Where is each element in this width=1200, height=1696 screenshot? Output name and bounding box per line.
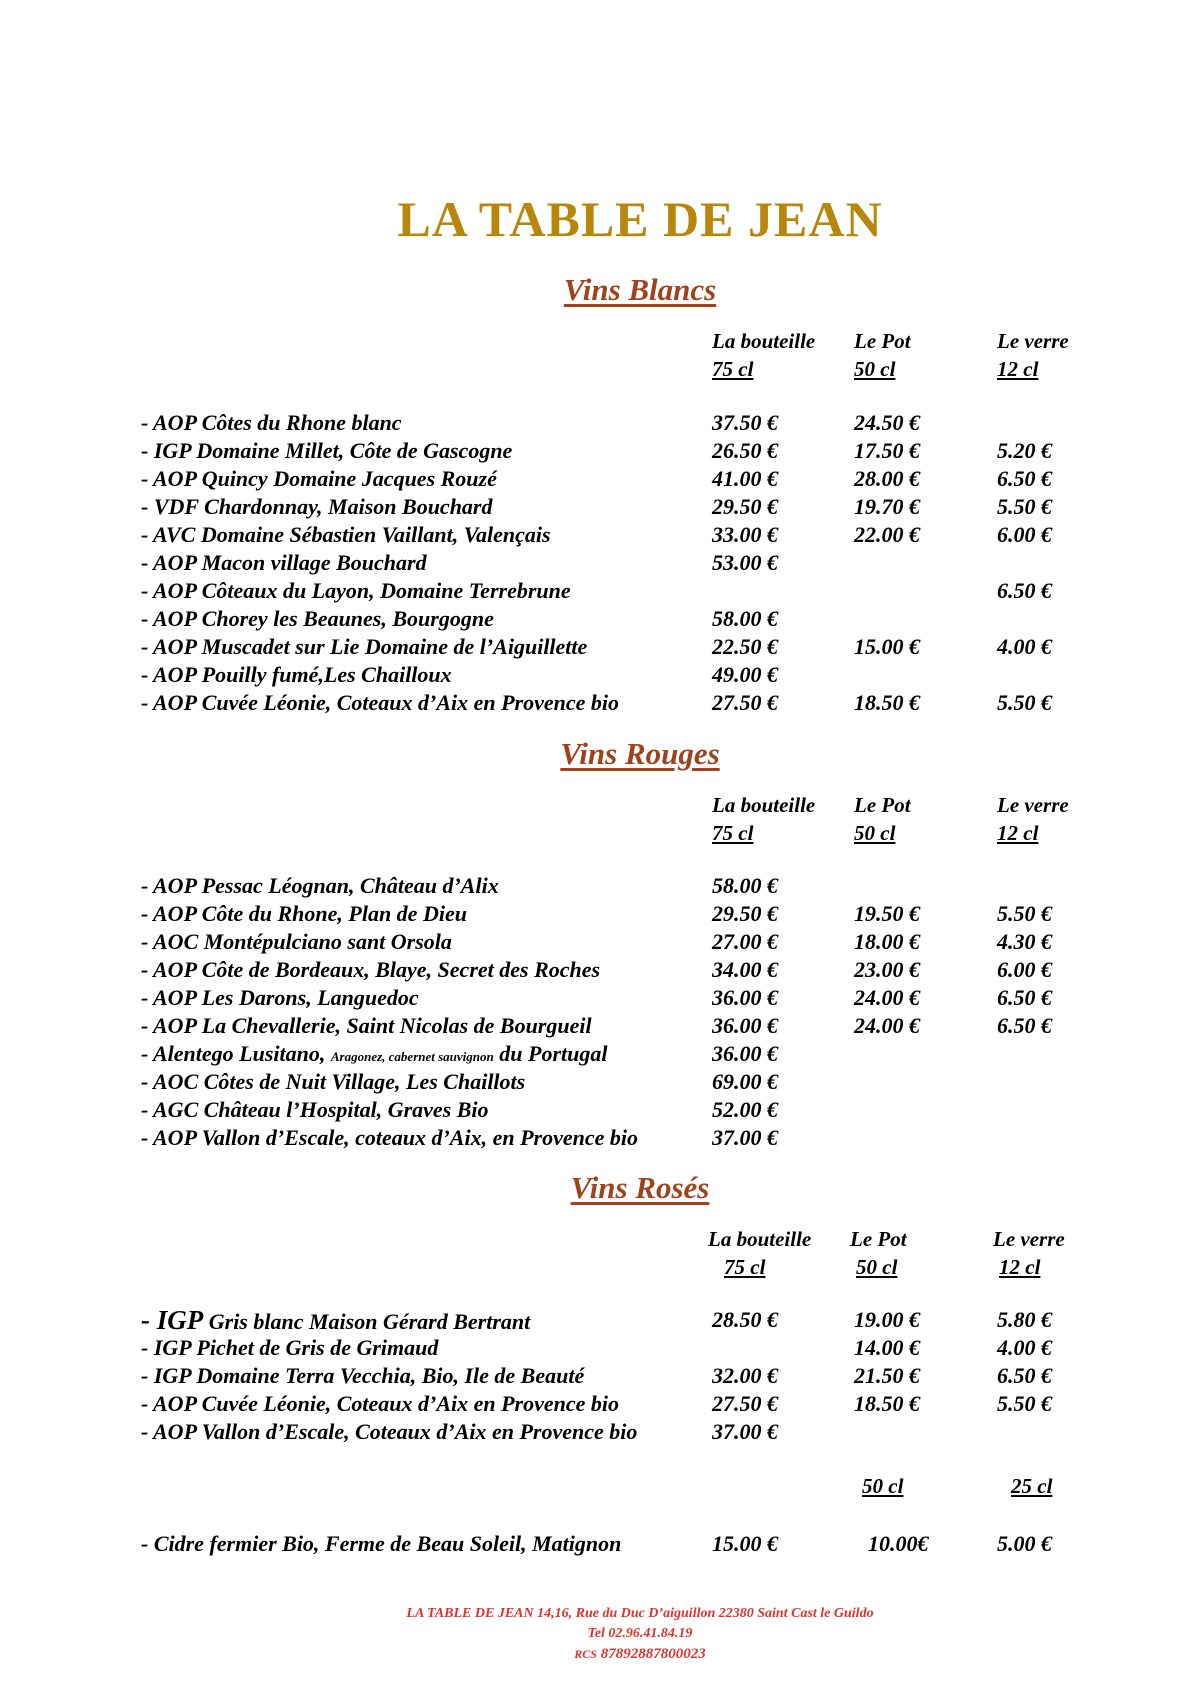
- wine-name: - AOP Côte du Rhone, Plan de Dieu: [141, 901, 467, 926]
- header-bouteille-size: 75 cl: [712, 357, 754, 381]
- price-pot: 19.50 €: [854, 901, 920, 926]
- cidre-size-25: 25 cl: [1011, 1474, 1053, 1498]
- price-bouteille: 34.00 €: [712, 957, 778, 982]
- wine-row: [0, 1012, 1200, 1040]
- wine-name: - AOP Cuvée Léonie, Coteaux d’Aix en Provence bio: [141, 690, 620, 715]
- header-verre-label: Le verre: [993, 1227, 1065, 1251]
- footer-phone: Tel 02.96.41.84.19: [587, 1626, 693, 1641]
- header-bouteille-label: La bouteille: [708, 1227, 812, 1251]
- wine-name: - VDF Chardonnay, Maison Bouchard: [141, 494, 493, 519]
- header-bouteille: [712, 327, 815, 383]
- wine-name: - IGP Domaine Terra Vecchia, Bio, Ile de Beauté: [141, 1363, 585, 1388]
- wine-row: [0, 1040, 1200, 1068]
- price-bouteille: 37.50 €: [712, 410, 778, 435]
- header-verre-label: Le verre: [997, 793, 1069, 817]
- price-verre: 6.50 €: [997, 985, 1052, 1010]
- price-verre: 4.30 €: [997, 929, 1052, 954]
- wine-row: [0, 928, 1200, 956]
- price-bouteille: 49.00 €: [712, 662, 778, 687]
- price-pot: 18.50 €: [854, 690, 920, 715]
- price-bouteille: 52.00 €: [712, 1097, 778, 1122]
- wine-row: [0, 1390, 1200, 1418]
- header-bouteille: [708, 1225, 811, 1281]
- wine-name: - AOP Chorey les Beaunes, Bourgogne: [141, 606, 494, 631]
- price-bouteille: 22.50 €: [712, 634, 778, 659]
- wine-row: [0, 605, 1200, 633]
- wine-name: - AOC Côtes de Nuit Village, Les Chaillots: [141, 1069, 526, 1094]
- wine-name: - IGP Pichet de Gris de Grimaud: [141, 1335, 439, 1360]
- wine-name: - AOP Côte de Bordeaux, Blaye, Secret des Roches: [141, 957, 601, 982]
- cidre-row: [0, 1530, 1200, 1558]
- price-pot: 18.50 €: [854, 1391, 920, 1416]
- header-bouteille-size: 75 cl: [712, 821, 754, 845]
- price-bouteille: 69.00 €: [712, 1069, 778, 1094]
- price-verre: 6.50 €: [997, 578, 1052, 603]
- wine-row: [0, 1096, 1200, 1124]
- wine-row: [0, 1334, 1200, 1362]
- wine-row: [0, 1362, 1200, 1390]
- page-title: LA TABLE DE JEAN: [397, 191, 883, 247]
- wine-row: [0, 633, 1200, 661]
- price-verre: 5.50 €: [997, 690, 1052, 715]
- cidre-size-50: 50 cl: [862, 1474, 904, 1498]
- price-bouteille: 29.50 €: [712, 901, 778, 926]
- price-pot: 18.00 €: [854, 929, 920, 954]
- wine-row: [0, 437, 1200, 465]
- header-bouteille-size: 75 cl: [724, 1255, 766, 1279]
- price-pot: 23.00 €: [854, 957, 920, 982]
- section-title-blancs: Vins Blancs: [563, 272, 717, 307]
- price-verre: 6.50 €: [997, 1363, 1052, 1388]
- wine-name-part: du Portugal: [493, 1041, 608, 1066]
- wine-name: - AOP Les Darons, Languedoc: [141, 985, 419, 1010]
- wine-name: - AGC Château l’Hospital, Graves Bio: [141, 1097, 489, 1122]
- footer-rcs-value: 87892887800023: [596, 1646, 706, 1662]
- section-title-roses: Vins Rosés: [570, 1170, 710, 1205]
- price-pot: 24.00 €: [854, 1013, 920, 1038]
- price-verre: 4.00 €: [997, 634, 1052, 659]
- price-bouteille: 36.00 €: [712, 1041, 778, 1066]
- wine-row: [0, 1068, 1200, 1096]
- price-verre: 6.50 €: [997, 1013, 1052, 1038]
- wine-name: - AOP Vallon d’Escale, Coteaux d’Aix en Provence bio: [141, 1419, 638, 1444]
- wine-row: [0, 872, 1200, 900]
- price-verre: 5.80 €: [997, 1307, 1052, 1332]
- price-bouteille: 53.00 €: [712, 550, 778, 575]
- cidre-name: - Cidre fermier Bio, Ferme de Beau Soleil, Matignon: [141, 1531, 622, 1556]
- wine-name: - AOP Cuvée Léonie, Coteaux d’Aix en Provence bio: [141, 1391, 620, 1416]
- header-verre-size: 12 cl: [999, 1255, 1041, 1279]
- header-pot-size: 50 cl: [854, 357, 896, 381]
- wine-name: - AOP Pessac Léognan, Château d’Alix: [141, 873, 499, 898]
- price-verre: 4.00 €: [997, 1335, 1052, 1360]
- price-bouteille: 58.00 €: [712, 606, 778, 631]
- wine-name: - AOP Quincy Domaine Jacques Rouzé: [141, 466, 497, 491]
- price-verre: 5.50 €: [997, 901, 1052, 926]
- price-verre: 6.50 €: [997, 466, 1052, 491]
- wine-name-part: Gris blanc Maison Gérard Bertrant: [203, 1309, 531, 1334]
- wine-row: [0, 465, 1200, 493]
- wine-row: [0, 661, 1200, 689]
- price-pot: 14.00 €: [854, 1335, 920, 1360]
- price-pot: 24.00 €: [854, 985, 920, 1010]
- price-bouteille: 37.00 €: [712, 1419, 778, 1444]
- price-bouteille: 26.50 €: [712, 438, 778, 463]
- wine-row: [0, 521, 1200, 549]
- footer-address: LA TABLE DE JEAN 14,16, Rue du Duc D’aiguillon 22380 Saint Cast le Guildo: [406, 1606, 874, 1621]
- price-bouteille: 27.50 €: [712, 690, 778, 715]
- section-title-rouges: Vins Rouges: [560, 736, 720, 771]
- header-pot-size: 50 cl: [854, 821, 896, 845]
- price-pot: 22.00 €: [854, 522, 920, 547]
- price-pot: 28.00 €: [854, 466, 920, 491]
- header-pot: [854, 791, 911, 847]
- price-pot: 19.70 €: [854, 494, 920, 519]
- wine-name: - AOP Côteaux du Layon, Domaine Terrebrune: [141, 578, 571, 603]
- wine-row: [0, 956, 1200, 984]
- wine-row: [0, 1124, 1200, 1152]
- price-pot: 24.50 €: [854, 410, 920, 435]
- wine-row: [0, 984, 1200, 1012]
- price-bouteille: 27.50 €: [712, 1391, 778, 1416]
- wine-row: [0, 1306, 1200, 1334]
- price-verre: 5.50 €: [997, 494, 1052, 519]
- price-bouteille: 27.00 €: [712, 929, 778, 954]
- header-verre: [997, 791, 1069, 847]
- price-bouteille: 33.00 €: [712, 522, 778, 547]
- wine-name: [141, 1306, 530, 1336]
- wine-grape-varieties: Aragonez, cabernet sauvignon: [330, 1049, 494, 1064]
- price-bouteille: 58.00 €: [712, 873, 778, 898]
- header-verre-label: Le verre: [997, 329, 1069, 353]
- price-bouteille: 32.00 €: [712, 1363, 778, 1388]
- price-pot: 21.50 €: [854, 1363, 920, 1388]
- wine-row: [0, 409, 1200, 437]
- price-pot: 17.50 €: [854, 438, 920, 463]
- header-verre-size: 12 cl: [997, 357, 1039, 381]
- wine-name: - AOP Pouilly fumé,Les Chailloux: [141, 662, 452, 687]
- price-verre: 5.20 €: [997, 438, 1052, 463]
- price-bouteille: 37.00 €: [712, 1125, 778, 1150]
- header-bouteille: [712, 791, 815, 847]
- wine-name: - AOP La Chevallerie, Saint Nicolas de Bourgueil: [141, 1013, 592, 1038]
- header-pot-label: Le Pot: [854, 329, 911, 353]
- price-bouteille: 28.50 €: [712, 1307, 778, 1332]
- wine-row: [0, 900, 1200, 928]
- price-verre: 6.00 €: [997, 957, 1052, 982]
- wine-name: - AOP Vallon d’Escale, coteaux d’Aix, en Provence bio: [141, 1125, 638, 1150]
- price-bouteille: 41.00 €: [712, 466, 778, 491]
- wine-name-part: - Alentego Lusitano,: [141, 1041, 331, 1066]
- wine-name: - AVC Domaine Sébastien Vaillant, Valençais: [141, 522, 551, 547]
- header-bouteille-label: La bouteille: [712, 793, 816, 817]
- wine-row: [0, 577, 1200, 605]
- header-pot-label: Le Pot: [854, 793, 911, 817]
- cidre-price-b: 10.00€: [868, 1531, 929, 1556]
- wine-name: - AOP Côtes du Rhone blanc: [141, 410, 402, 435]
- wine-name: - AOC Montépulciano sant Orsola: [141, 929, 452, 954]
- price-pot: 15.00 €: [854, 634, 920, 659]
- wine-row: [0, 493, 1200, 521]
- header-pot-size: 50 cl: [856, 1255, 898, 1279]
- header-pot-label: Le Pot: [850, 1227, 907, 1251]
- header-verre: [993, 1225, 1065, 1281]
- wine-name: - IGP Domaine Millet, Côte de Gascogne: [141, 438, 513, 463]
- header-verre: [997, 327, 1069, 383]
- price-verre: 6.00 €: [997, 522, 1052, 547]
- footer-rcs: [0, 1644, 1200, 1665]
- header-bouteille-label: La bouteille: [712, 329, 816, 353]
- wine-name: [141, 1040, 607, 1071]
- price-bouteille: 36.00 €: [712, 985, 778, 1010]
- wine-name-part: - IGP: [141, 1305, 204, 1335]
- wine-name: - AOP Muscadet sur Lie Domaine de l’Aiguillette: [141, 634, 588, 659]
- footer-rcs-label: RCS: [574, 1647, 597, 1661]
- header-verre-size: 12 cl: [997, 821, 1039, 845]
- price-bouteille: 29.50 €: [712, 494, 778, 519]
- price-bouteille: 36.00 €: [712, 1013, 778, 1038]
- price-pot: 19.00 €: [854, 1307, 920, 1332]
- cidre-price-c: 5.00 €: [997, 1531, 1052, 1556]
- header-pot: [854, 327, 911, 383]
- wine-row: [0, 549, 1200, 577]
- header-pot: [850, 1225, 907, 1281]
- price-verre: 5.50 €: [997, 1391, 1052, 1416]
- wine-row: [0, 689, 1200, 717]
- wine-row: [0, 1418, 1200, 1446]
- wine-name: - AOP Macon village Bouchard: [141, 550, 427, 575]
- cidre-price-a: 15.00 €: [712, 1531, 778, 1556]
